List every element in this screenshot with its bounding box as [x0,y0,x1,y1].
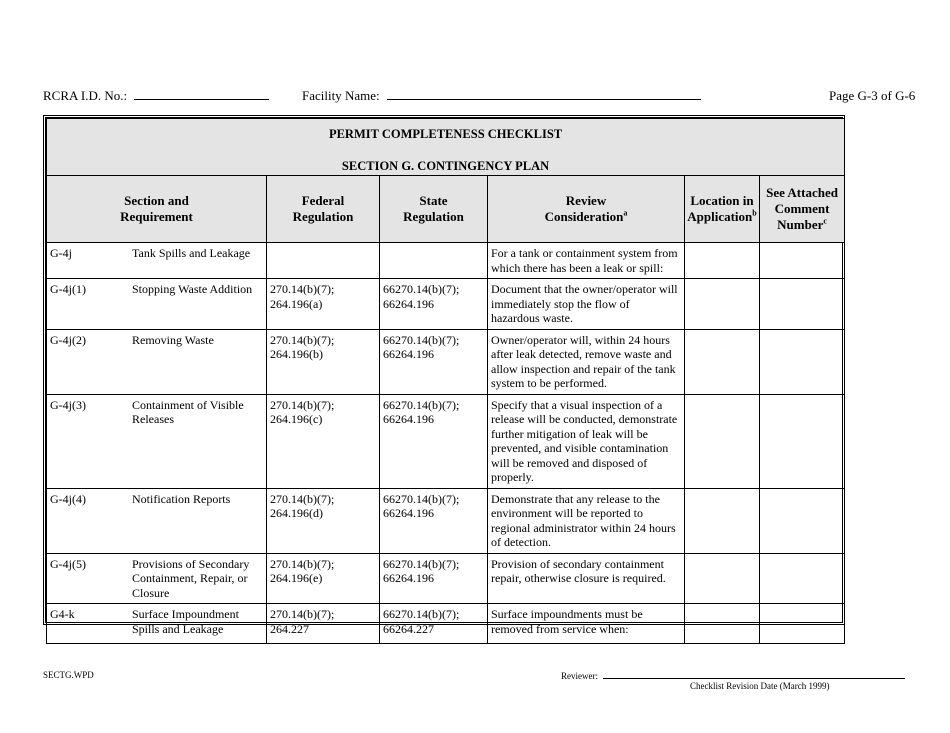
title-row [47,119,845,176]
column-header-row [47,176,845,243]
row-comment[interactable] [760,488,845,553]
row-requirement: Provisions of Secondary Containment, Repair, or Closure [132,556,250,600]
section-title: SECTION G. CONTINGENCY PLAN [341,158,550,173]
row-state: 66270.14(b)(7); 66264.196 [380,329,488,394]
row-comment[interactable] [760,394,845,488]
facility-name-label: Facility Name: [302,88,380,103]
row-requirement: Notification Reports [132,491,231,506]
checklist-title: PERMIT COMPLETENESS CHECKLIST [328,127,563,141]
rcra-id-blank[interactable] [134,88,269,100]
row-comment[interactable] [760,604,845,644]
row-review: Specify that a visual inspection of a release will be conducted, demonstrate further mitigation of leak will be prevented, and visible contamination will be removed and disposed of properly. [488,394,685,488]
row-state: 66270.14(b)(7); 66264.196 [380,488,488,553]
row-review: Provision of secondary containment repair, otherwise closure is required. [488,553,685,604]
row-review: Document that the owner/operator will immediately stop the flow of hazardous waste. [488,279,685,330]
row-comment[interactable] [760,243,845,279]
row-location[interactable] [685,604,760,644]
checklist-frame [43,115,845,636]
row-federal: 270.14(b)(7); 264.196(c) [267,394,380,488]
row-location[interactable] [685,553,760,604]
table-row [47,329,845,394]
table-row [47,553,845,604]
row-review: Owner/operator will, within 24 hours after leak detected, remove waste and allow inspection and repair of the tank system to be performed. [488,329,685,394]
row-federal: 270.14(b)(7); 264.196(b) [267,329,380,394]
row-comment[interactable] [760,279,845,330]
col-federal-regulation: Federal Regulation [267,176,380,243]
row-review: Demonstrate that any release to the environment will be reported to regional administrator within 24 hours of detection. [488,488,685,553]
table-row [47,279,845,330]
row-id: G-4j(1) [50,282,86,296]
rcra-id-field [43,88,269,103]
row-federal: 270.14(b)(7); 264.227 [267,604,380,644]
col-comment-number: See Attached Comment Number$^c$ [760,176,845,243]
row-state [380,243,488,279]
row-location[interactable] [685,329,760,394]
col-section-requirement: Section and Requirement [47,176,267,243]
row-id: G4-k [50,607,75,621]
row-id: G-4j(2) [50,332,86,347]
table-row [47,243,845,279]
row-comment[interactable] [760,553,845,604]
reviewer-label: Reviewer: [561,671,598,681]
file-name: SECTG.WPD [43,670,94,680]
row-review: Surface impoundments must be removed from service when: [488,604,685,644]
row-location[interactable] [685,243,760,279]
facility-name-blank[interactable] [387,88,701,100]
row-federal: 270.14(b)(7); 264.196(a) [267,279,380,330]
row-comment[interactable] [760,329,845,394]
page-number: Page G-3 of G-6 [829,88,916,103]
row-id: G-4j(3) [50,397,86,412]
row-requirement: Removing Waste [132,332,214,347]
row-review: For a tank or containment system from which there has been a leak or spill: [488,243,685,279]
row-location[interactable] [685,488,760,553]
revision-date: Checklist Revision Date (March 1999) [690,681,830,691]
row-state: 66270.14(b)(7); 66264.196 [380,553,488,604]
row-state: 66270.14(b)(7); 66264.196 [380,394,488,488]
col-location-in-application: Location in Application$^b$ [685,176,760,243]
col-review-consideration: Review Consideration$^a$ [488,176,685,243]
row-federal [267,243,380,279]
row-id: G-4j [50,246,72,260]
row-requirement: Containment of Visible Releases [132,397,244,426]
rcra-id-label: RCRA I.D. No.: [43,88,128,103]
table-row [47,488,845,553]
col-state-regulation: State Regulation [380,176,488,243]
table-row [47,604,845,644]
reviewer-blank[interactable] [603,670,905,679]
row-federal: 270.14(b)(7); 264.196(d) [267,488,380,553]
table-row [47,394,845,488]
row-location[interactable] [685,279,760,330]
checklist-table [46,118,845,644]
row-requirement: Stopping Waste Addition [132,282,253,296]
row-location[interactable] [685,394,760,488]
row-id: G-4j(5) [50,556,86,571]
row-requirement: Tank Spills and Leakage [132,246,251,260]
row-state: 66270.14(b)(7); 66264.227 [380,604,488,644]
row-id: G-4j(4) [50,491,86,506]
row-state: 66270.14(b)(7); 66264.196 [380,279,488,330]
row-federal: 270.14(b)(7); 264.196(e) [267,553,380,604]
row-requirement: Surface Impoundment Spills and Leakage [132,607,239,636]
facility-name-field [302,88,701,103]
